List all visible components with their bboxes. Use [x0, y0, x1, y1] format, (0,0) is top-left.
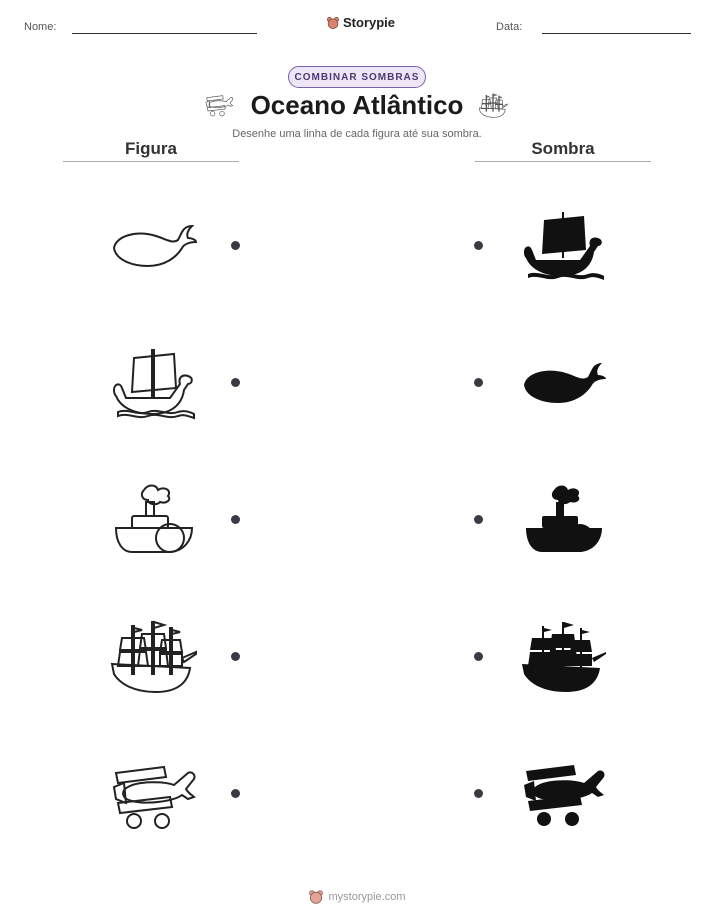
column-figura-underline — [63, 161, 239, 162]
biplane-silhouette-icon — [518, 756, 608, 836]
figure-dot-3[interactable] — [231, 515, 240, 524]
steamboat-silhouette-icon — [518, 482, 608, 562]
figure-dot-1[interactable] — [231, 241, 240, 250]
footer-url[interactable]: mystorypie.com — [328, 891, 406, 903]
date-line[interactable] — [542, 33, 691, 34]
whale-silhouette-icon — [518, 345, 608, 425]
biplane-outline-icon — [108, 758, 198, 838]
activity-badge: COMBINAR SOMBRAS — [288, 66, 426, 88]
bear-logo-icon — [326, 16, 340, 30]
column-sombra-underline — [475, 161, 651, 162]
shadow-dot-3[interactable] — [474, 515, 483, 524]
galleon-silhouette-icon — [518, 618, 608, 698]
figure-dot-4[interactable] — [231, 652, 240, 661]
shadow-dot-4[interactable] — [474, 652, 483, 661]
footer — [0, 889, 714, 905]
name-label: Nome: — [24, 21, 57, 33]
page-title: Oceano Atlântico — [250, 90, 464, 120]
column-figura: Figura — [125, 139, 177, 158]
brand-name: Storypie — [343, 15, 396, 30]
viking-ship-outline-icon — [108, 344, 198, 424]
date-label: Data: — [496, 21, 523, 33]
instructions: Desenhe uma linha de cada figura até sua sombra. — [232, 128, 482, 140]
name-line[interactable] — [72, 33, 257, 34]
shadow-dot-1[interactable] — [474, 241, 483, 250]
galleon-outline-icon — [108, 618, 198, 698]
figure-dot-2[interactable] — [231, 378, 240, 387]
viking-ship-silhouette-icon — [518, 206, 608, 286]
brand-logo — [326, 15, 395, 30]
steamboat-outline-icon — [108, 482, 198, 562]
bear-footer-icon — [308, 889, 324, 905]
column-sombra: Sombra — [531, 139, 595, 158]
shadow-dot-5[interactable] — [474, 789, 483, 798]
whale-outline-icon — [108, 208, 198, 288]
figure-dot-5[interactable] — [231, 789, 240, 798]
shadow-dot-2[interactable] — [474, 378, 483, 387]
